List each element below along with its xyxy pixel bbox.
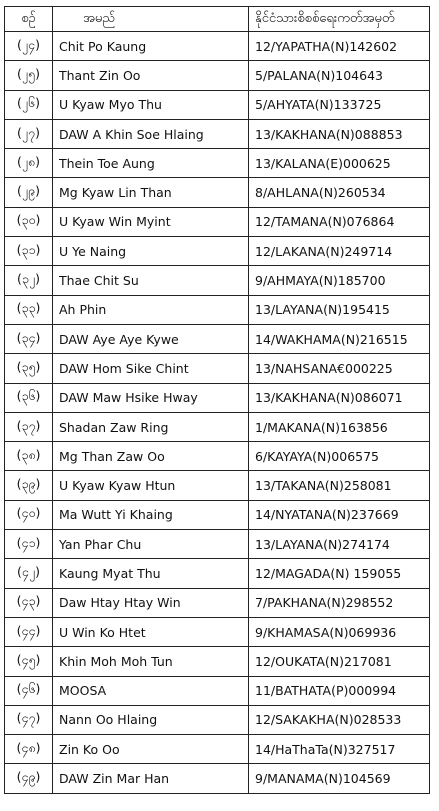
name-cell: Kaung Myat Thu bbox=[53, 559, 249, 588]
table-row bbox=[5, 764, 430, 793]
id-card-cell: 13/LAYANA(N)274174 bbox=[249, 530, 430, 559]
name-cell: Mg Than Zaw Oo bbox=[53, 442, 249, 471]
header-name: အမည် bbox=[53, 7, 249, 32]
serial-cell: (၄၁) bbox=[5, 530, 53, 559]
serial-cell: (၄၀) bbox=[5, 500, 53, 529]
id-card-cell: 13/KAKHANA(N)088853 bbox=[249, 119, 430, 148]
serial-cell: (၃၆) bbox=[5, 383, 53, 412]
table-row bbox=[5, 500, 430, 529]
name-cell: Thant Zin Oo bbox=[53, 61, 249, 90]
name-cell: U Kyaw Kyaw Htun bbox=[53, 471, 249, 500]
serial-cell: (၃၄) bbox=[5, 324, 53, 353]
name-cell: Daw Htay Htay Win bbox=[53, 588, 249, 617]
id-card-cell: 5/AHYATA(N)133725 bbox=[249, 90, 430, 119]
id-card-cell: 13/NAHSANA€000225 bbox=[249, 354, 430, 383]
id-card-cell: 9/MANAMA(N)104569 bbox=[249, 764, 430, 793]
name-cell: Ah Phin bbox=[53, 295, 249, 324]
table-row bbox=[5, 32, 430, 61]
name-cell: Thein Toe Aung bbox=[53, 149, 249, 178]
id-card-cell: 13/LAYANA(N)195415 bbox=[249, 295, 430, 324]
header-row bbox=[5, 7, 430, 32]
header-serial: စဉ် bbox=[5, 7, 53, 32]
table-row bbox=[5, 61, 430, 90]
serial-cell: (၃၇) bbox=[5, 412, 53, 441]
name-cell: DAW Maw Hsike Hway bbox=[53, 383, 249, 412]
serial-cell: (၃၁) bbox=[5, 237, 53, 266]
table-row bbox=[5, 705, 430, 734]
serial-cell: (၄၄) bbox=[5, 617, 53, 646]
serial-cell: (၂၈) bbox=[5, 149, 53, 178]
serial-cell: (၃၈) bbox=[5, 442, 53, 471]
id-card-cell: 13/KALANA(E)000625 bbox=[249, 149, 430, 178]
id-card-cell: 6/KAYAYA(N)006575 bbox=[249, 442, 430, 471]
serial-cell: (၄၃) bbox=[5, 588, 53, 617]
id-card-cell: 9/AHMAYA(N)185700 bbox=[249, 266, 430, 295]
name-cell: U Ye Naing bbox=[53, 237, 249, 266]
table-row bbox=[5, 647, 430, 676]
serial-cell: (၄၉) bbox=[5, 764, 53, 793]
table-row bbox=[5, 617, 430, 646]
id-card-cell: 11/BATHATA(P)000994 bbox=[249, 676, 430, 705]
serial-cell: (၂၅) bbox=[5, 61, 53, 90]
serial-cell: (၂၆) bbox=[5, 90, 53, 119]
name-cell: Thae Chit Su bbox=[53, 266, 249, 295]
serial-cell: (၄၆) bbox=[5, 676, 53, 705]
serial-cell: (၄၅) bbox=[5, 647, 53, 676]
table-row bbox=[5, 588, 430, 617]
serial-cell: (၂၉) bbox=[5, 178, 53, 207]
serial-cell: (၄၂) bbox=[5, 559, 53, 588]
id-card-cell: 14/NYATANA(N)237669 bbox=[249, 500, 430, 529]
name-cell: Khin Moh Moh Tun bbox=[53, 647, 249, 676]
table-row bbox=[5, 735, 430, 764]
name-cell: Nann Oo Hlaing bbox=[53, 705, 249, 734]
name-cell: DAW Zin Mar Han bbox=[53, 764, 249, 793]
id-card-cell: 14/HaThaTa(N)327517 bbox=[249, 735, 430, 764]
table-row bbox=[5, 90, 430, 119]
table-row bbox=[5, 442, 430, 471]
table-row bbox=[5, 559, 430, 588]
name-cell: Yan Phar Chu bbox=[53, 530, 249, 559]
name-cell: U Win Ko Htet bbox=[53, 617, 249, 646]
serial-cell: (၄၇) bbox=[5, 705, 53, 734]
table-row bbox=[5, 354, 430, 383]
serial-cell: (၂၄) bbox=[5, 32, 53, 61]
name-cell: MOOSA bbox=[53, 676, 249, 705]
id-card-cell: 12/LAKANA(N)249714 bbox=[249, 237, 430, 266]
registry-table bbox=[4, 6, 430, 794]
id-card-cell: 8/AHLANA(N)260534 bbox=[249, 178, 430, 207]
name-cell: Mg Kyaw Lin Than bbox=[53, 178, 249, 207]
serial-cell: (၃၂) bbox=[5, 266, 53, 295]
name-cell: DAW Aye Aye Kywe bbox=[53, 324, 249, 353]
id-card-cell: 12/TAMANA(N)076864 bbox=[249, 207, 430, 236]
table-row bbox=[5, 295, 430, 324]
name-cell: Zin Ko Oo bbox=[53, 735, 249, 764]
id-card-cell: 13/TAKANA(N)258081 bbox=[249, 471, 430, 500]
id-card-cell: 1/MAKANA(N)163856 bbox=[249, 412, 430, 441]
id-card-cell: 13/KAKHANA(N)086071 bbox=[249, 383, 430, 412]
serial-cell: (၃၃) bbox=[5, 295, 53, 324]
table-row bbox=[5, 676, 430, 705]
table-row bbox=[5, 178, 430, 207]
id-card-cell: 12/SAKAKHA(N)028533 bbox=[249, 705, 430, 734]
serial-cell: (၄၈) bbox=[5, 735, 53, 764]
name-cell: Chit Po Kaung bbox=[53, 32, 249, 61]
table-row bbox=[5, 383, 430, 412]
serial-cell: (၂၇) bbox=[5, 119, 53, 148]
table-row bbox=[5, 266, 430, 295]
table-row bbox=[5, 530, 430, 559]
id-card-cell: 5/PALANA(N)104643 bbox=[249, 61, 430, 90]
id-card-cell: 14/WAKHAMA(N)216515 bbox=[249, 324, 430, 353]
serial-cell: (၃၀) bbox=[5, 207, 53, 236]
id-card-cell: 12/OUKATA(N)217081 bbox=[249, 647, 430, 676]
name-cell: Shadan Zaw Ring bbox=[53, 412, 249, 441]
table-row bbox=[5, 471, 430, 500]
table-row bbox=[5, 149, 430, 178]
name-cell: Ma Wutt Yi Khaing bbox=[53, 500, 249, 529]
table-row bbox=[5, 207, 430, 236]
table-row bbox=[5, 119, 430, 148]
id-card-cell: 9/KHAMASA(N)069936 bbox=[249, 617, 430, 646]
serial-cell: (၃၉) bbox=[5, 471, 53, 500]
id-card-cell: 7/PAKHANA(N)298552 bbox=[249, 588, 430, 617]
name-cell: DAW A Khin Soe Hlaing bbox=[53, 119, 249, 148]
serial-cell: (၃၅) bbox=[5, 354, 53, 383]
id-card-cell: 12/YAPATHA(N)142602 bbox=[249, 32, 430, 61]
name-cell: U Kyaw Myo Thu bbox=[53, 90, 249, 119]
name-cell: DAW Hom Sike Chint bbox=[53, 354, 249, 383]
name-cell: U Kyaw Win Myint bbox=[53, 207, 249, 236]
id-card-cell: 12/MAGADA(N) 159055 bbox=[249, 559, 430, 588]
table-row bbox=[5, 324, 430, 353]
table-row bbox=[5, 412, 430, 441]
table-row bbox=[5, 237, 430, 266]
header-id-card: နိုင်ငံသားစိစစ်ရေးကတ်အမှတ် bbox=[249, 7, 430, 32]
